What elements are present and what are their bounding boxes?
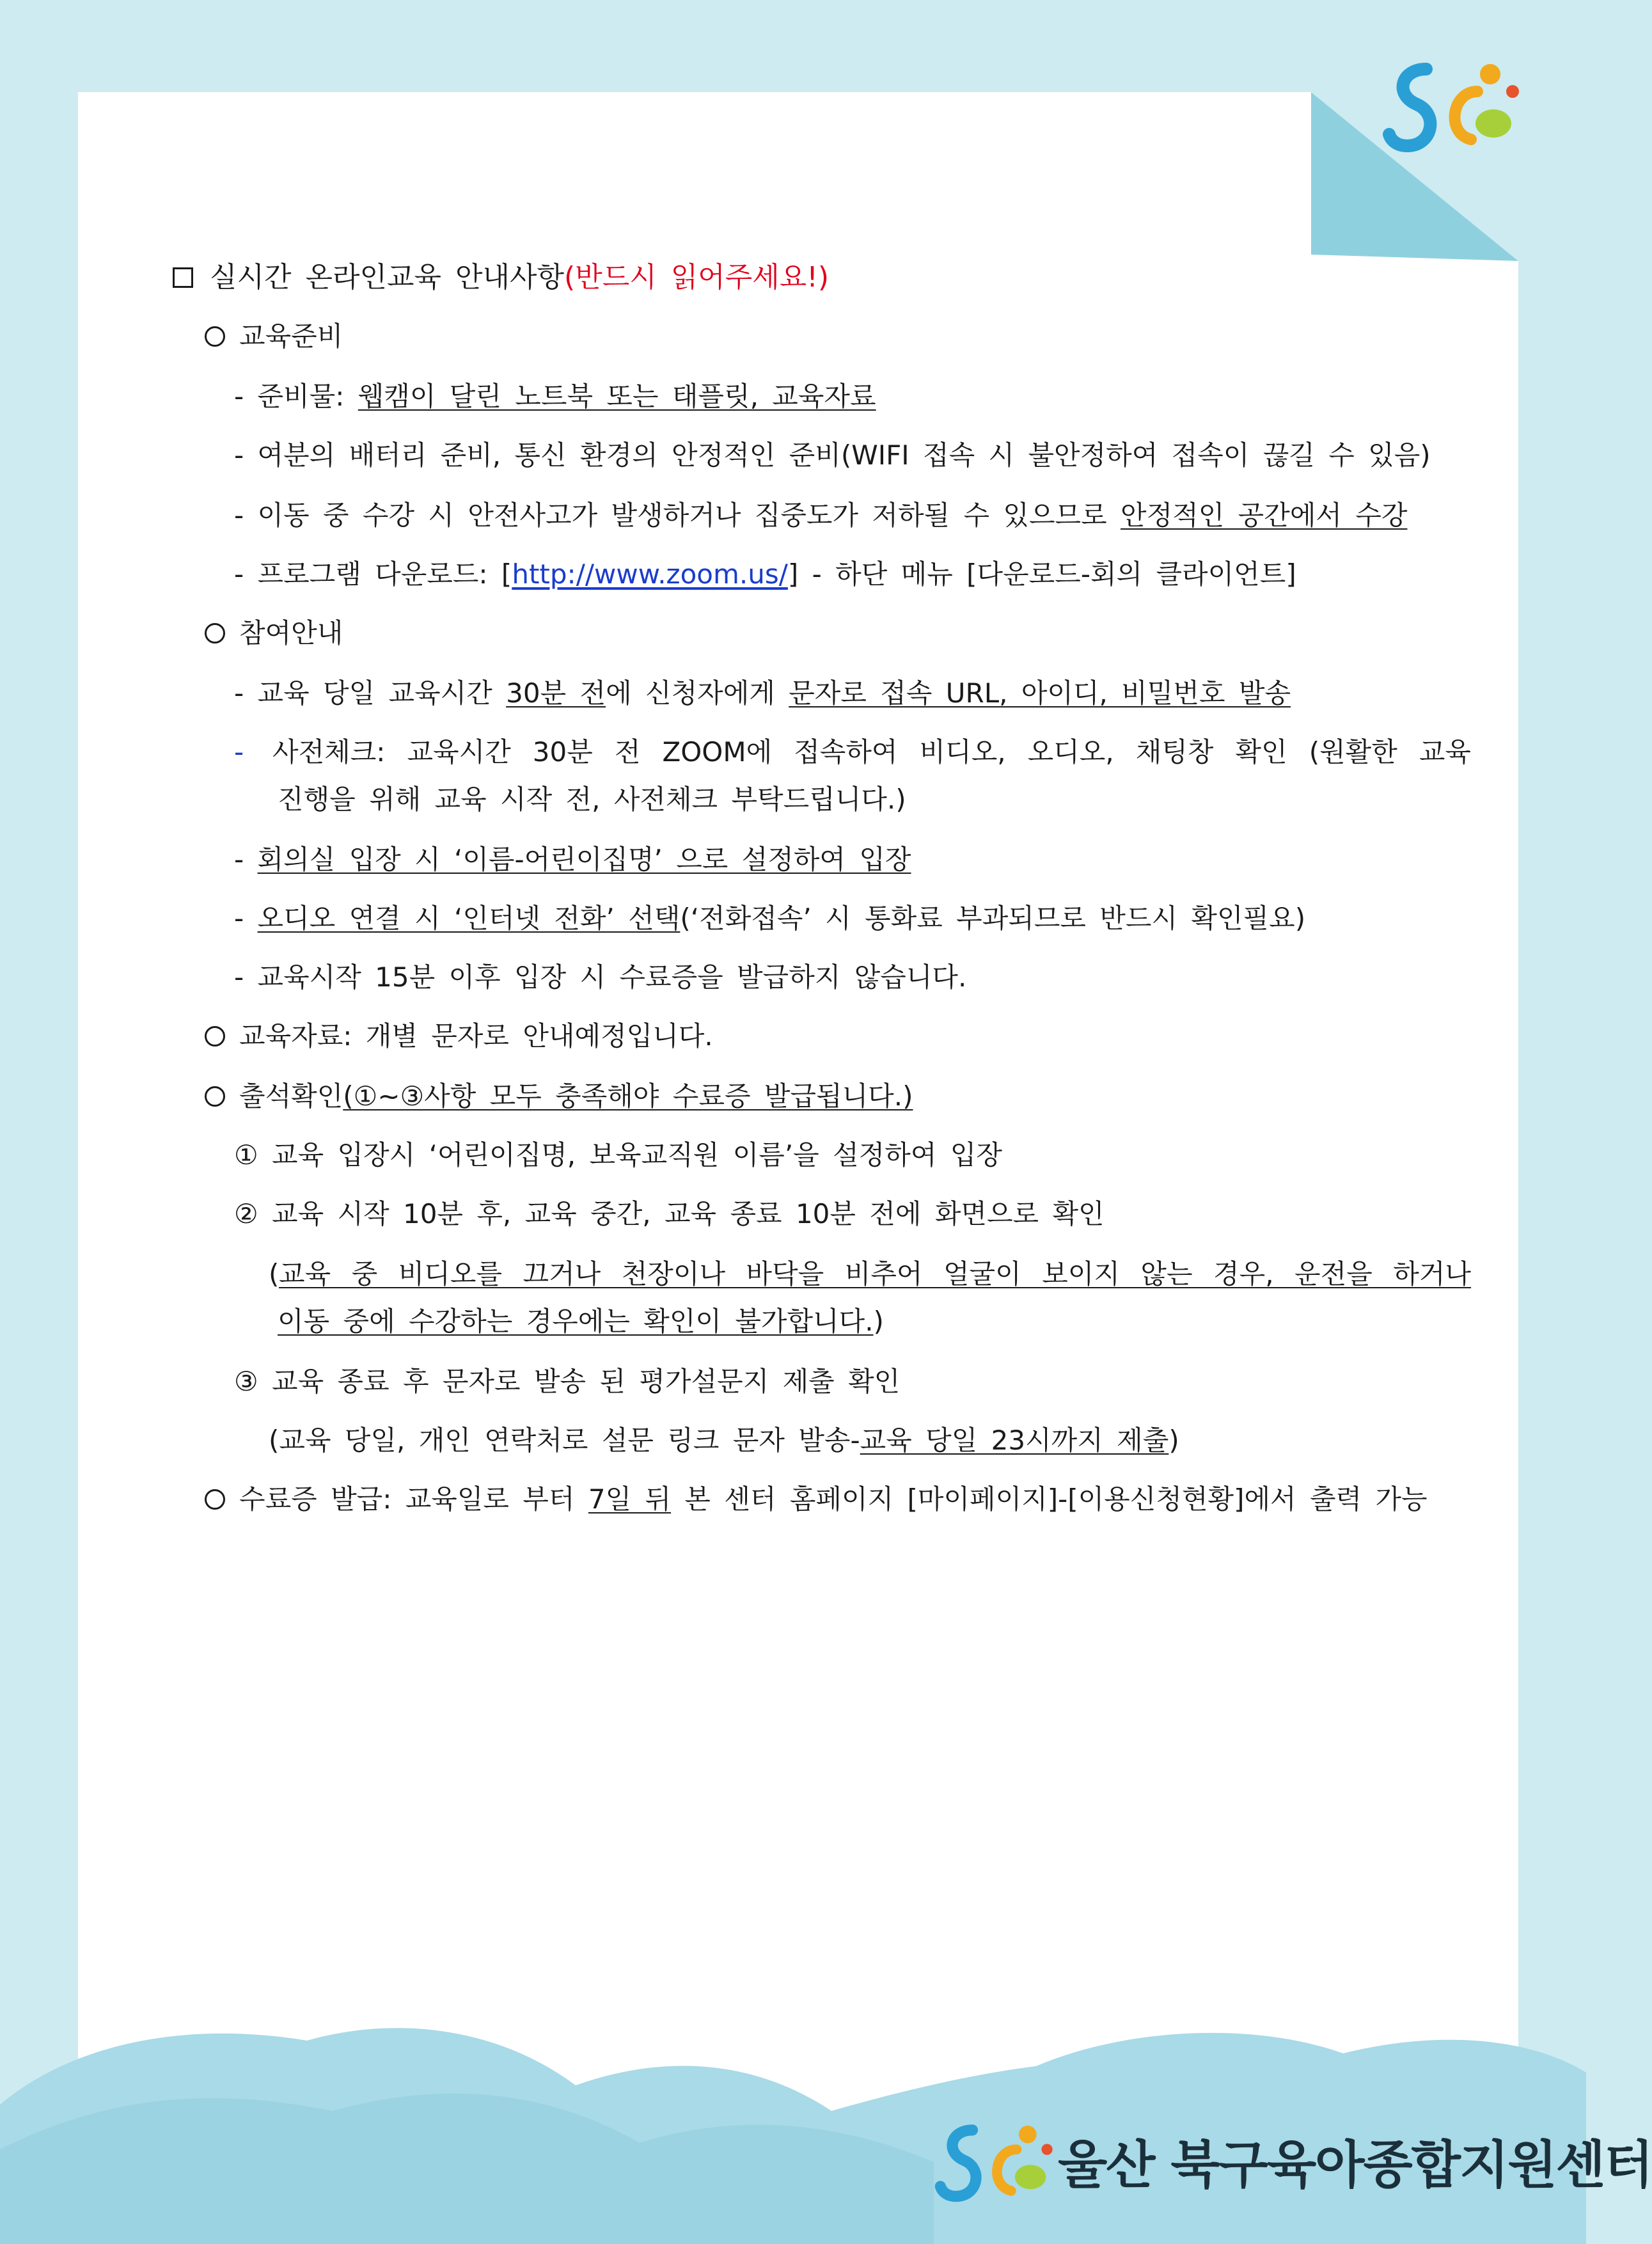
section-heading-prep: 교육준비: [205, 319, 343, 354]
prep-item-location: - 이동 중 수강 시 안전사고가 발생하거나 집중도가 저하될 수 있으므로 안정적인 공간에서 수강: [234, 500, 1408, 531]
circle-bullet-icon: [205, 623, 225, 644]
circle-bullet-icon: [205, 1026, 225, 1047]
attendance-step-3: ③ 교육 종료 후 문자로 발송 된 평가설문지 제출 확인: [234, 1366, 901, 1397]
attendance-step-1: ① 교육 입장시 ‘어린이집명, 보육교직원 이름’을 설정하여 입장: [234, 1139, 1002, 1171]
section-materials: 교육자료: 개별 문자로 안내예정입니다.: [205, 1018, 713, 1054]
section-heading-join: 참여안내: [205, 615, 343, 651]
join-item-room-name: - 회의실 입장 시 ‘이름-어린이집명’ 으로 설정하여 입장: [234, 844, 911, 875]
join-item-late: - 교육시작 15분 이후 입장 시 수료증을 발급하지 않습니다.: [234, 961, 967, 993]
org-name: 울산 북구육아종합지원센터: [1058, 2135, 1652, 2195]
prep-item-download: - 프로그램 다운로드: [http://www.zoom.us/] - 하단 메뉴 [다운로드-회의 클라이언트]: [234, 558, 1296, 590]
prep-item-supplies: - 준비물: 웹캠이 달린 노트북 또는 태플릿, 교육자료: [234, 381, 876, 412]
join-item-precheck-line1: 사전체크: 교육시간 30분 전 ZOOM에 접속하여 비디오, 오디오, 채팅창 확인 (원활한 교육: [272, 736, 1471, 768]
join-item-audio: - 오디오 연결 시 ‘인터넷 전화’ 선택(‘전화접속’ 시 통화료 부과되므로 반드시 확인필요): [234, 903, 1306, 934]
join-item-precheck-line2: 진행을 위해 교육 시작 전, 사전체크 부탁드립니다.): [278, 784, 906, 815]
center-logo-icon: [1381, 56, 1522, 165]
join-item-sms: - 교육 당일 교육시간 30분 전에 신청자에게 문자로 접속 URL, 아이디, 비밀번호 발송: [234, 677, 1291, 709]
notice-title: 실시간 온라인교육 안내사항(반드시 읽어주세요!): [173, 260, 829, 296]
attendance-step-2: ② 교육 시작 10분 후, 교육 중간, 교육 종료 10분 전에 화면으로 확인: [234, 1198, 1105, 1229]
circle-bullet-icon: [205, 1489, 225, 1510]
section-certificate: 수료증 발급: 교육일로 부터 7일 뒤 본 센터 홈페이지 [마이페이지]-[이용신청현황]에서 출력 가능: [205, 1482, 1428, 1517]
section-heading-attendance: 출석확인(①~③사항 모두 충족해야 수료증 발급됩니다.): [205, 1079, 913, 1114]
alert-text: (반드시 읽어주세요!): [564, 261, 830, 294]
center-logo-icon: [934, 2108, 1055, 2224]
circle-bullet-icon: [205, 326, 225, 347]
checkbox-icon: [173, 267, 193, 288]
attendance-step-2-note-line2: 이동 중에 수강하는 경우에는 확인이 불가합니다.): [278, 1306, 884, 1337]
zoom-download-link[interactable]: http://www.zoom.us/: [512, 558, 788, 590]
attendance-step-2-note-open: (: [269, 1258, 279, 1290]
prep-item-battery: - 여분의 배터리 준비, 통신 환경의 안정적인 준비(WIFI 접속 시 불안정하여 접속이 끊길 수 있음): [234, 439, 1431, 471]
circle-bullet-icon: [205, 1086, 225, 1107]
join-item-dash: -: [234, 736, 244, 768]
attendance-step-2-note-line1: 교육 중 비디오를 끄거나 천장이나 바닥을 비추어 얼굴이 보이지 않는 경우, 운전을 하거나: [279, 1258, 1471, 1290]
attendance-step-3-note: (교육 당일, 개인 연락처로 설문 링크 문자 발송-교육 당일 23시까지 제출): [269, 1425, 1179, 1456]
footer-logo: [934, 2108, 1652, 2224]
